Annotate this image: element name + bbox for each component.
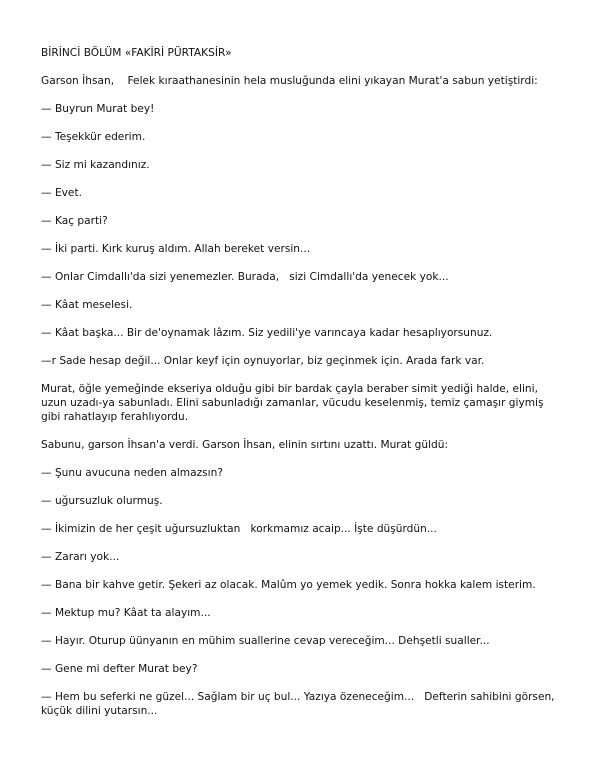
paragraph: — Hem bu seferki ne güzel... Sağlam bir uç bul... Yazıya özeneceğim... Defterin sahibini görsen, küçük dilini yutarsın... (41, 691, 565, 717)
paragraph: — Zararı yok... (41, 551, 120, 563)
paragraph: — Bana bir kahve getir. Şekeri az olacak. Malûm yo yemek yedik. Sonra hokka kalem isterim. (41, 579, 536, 591)
paragraph: — İki parti. Kırk kuruş aldım. Allah bereket versin... (41, 243, 311, 255)
paragraph: — Gene mi defter Murat bey? (41, 663, 198, 675)
paragraph: Murat, öğle yemeğinde ekseriya olduğu gibi bir bardak çayla beraber simit yediği halde, elini, uzun uzadı-ya sabunladı. Elini sabunladığı zamanlar, vücudu keselenmiş, temiz çamaşır giymiş gibi rahatlayıp ferahlıyordu. (41, 383, 547, 423)
paragraph: — uğursuzluk olurmuş. (41, 495, 163, 507)
paragraph: —r Sade hesap değil... Onlar keyf için oynuyorlar, biz geçinmek için. Arada fark var. (41, 355, 485, 367)
paragraph: — Şunu avucuna neden almazsın? (41, 467, 223, 479)
paragraph: — Teşekkür ederim. (41, 131, 146, 143)
document-page (41, 46, 565, 718)
paragraph: — Hayır. Oturup üünyanın en mühim suallerine cevap vereceğim... Dehşetli sualler... (41, 635, 490, 647)
paragraph: — Kâat meselesi. (41, 299, 133, 311)
paragraph: — Evet. (41, 187, 82, 199)
paragraph: — Kaç parti? (41, 215, 108, 227)
paragraph: — Mektup mu? Kâat ta alayım... (41, 607, 211, 619)
paragraph: Sabunu, garson İhsan'a verdi. Garson İhsan, elinin sırtını uzattı. Murat güldü: (41, 439, 449, 451)
paragraph: — İkimizin de her çeşit uğursuzluktan korkmamız acaip... İşte düşürdün... (41, 523, 437, 535)
paragraph: — Kâat başka... Bir de'oynamak lâzım. Siz yedili'ye varıncaya kadar hesaplıyorsunuz. (41, 327, 493, 339)
chapter-title: BİRİNCİ BÖLÜM «FAKİRİ PÜRTAKSİR» (41, 47, 232, 59)
paragraph: — Siz mi kazandınız. (41, 159, 150, 171)
paragraph: — Buyrun Murat bey! (41, 103, 155, 115)
paragraph: Garson İhsan, Felek kıraathanesinin hela musluğunda elini yıkayan Murat'a sabun yetiştirdi: (41, 75, 538, 87)
paragraph: — Onlar Cimdallı'da sizi yenemezler. Burada, sizi Cimdallı'da yenecek yok... (41, 271, 449, 283)
